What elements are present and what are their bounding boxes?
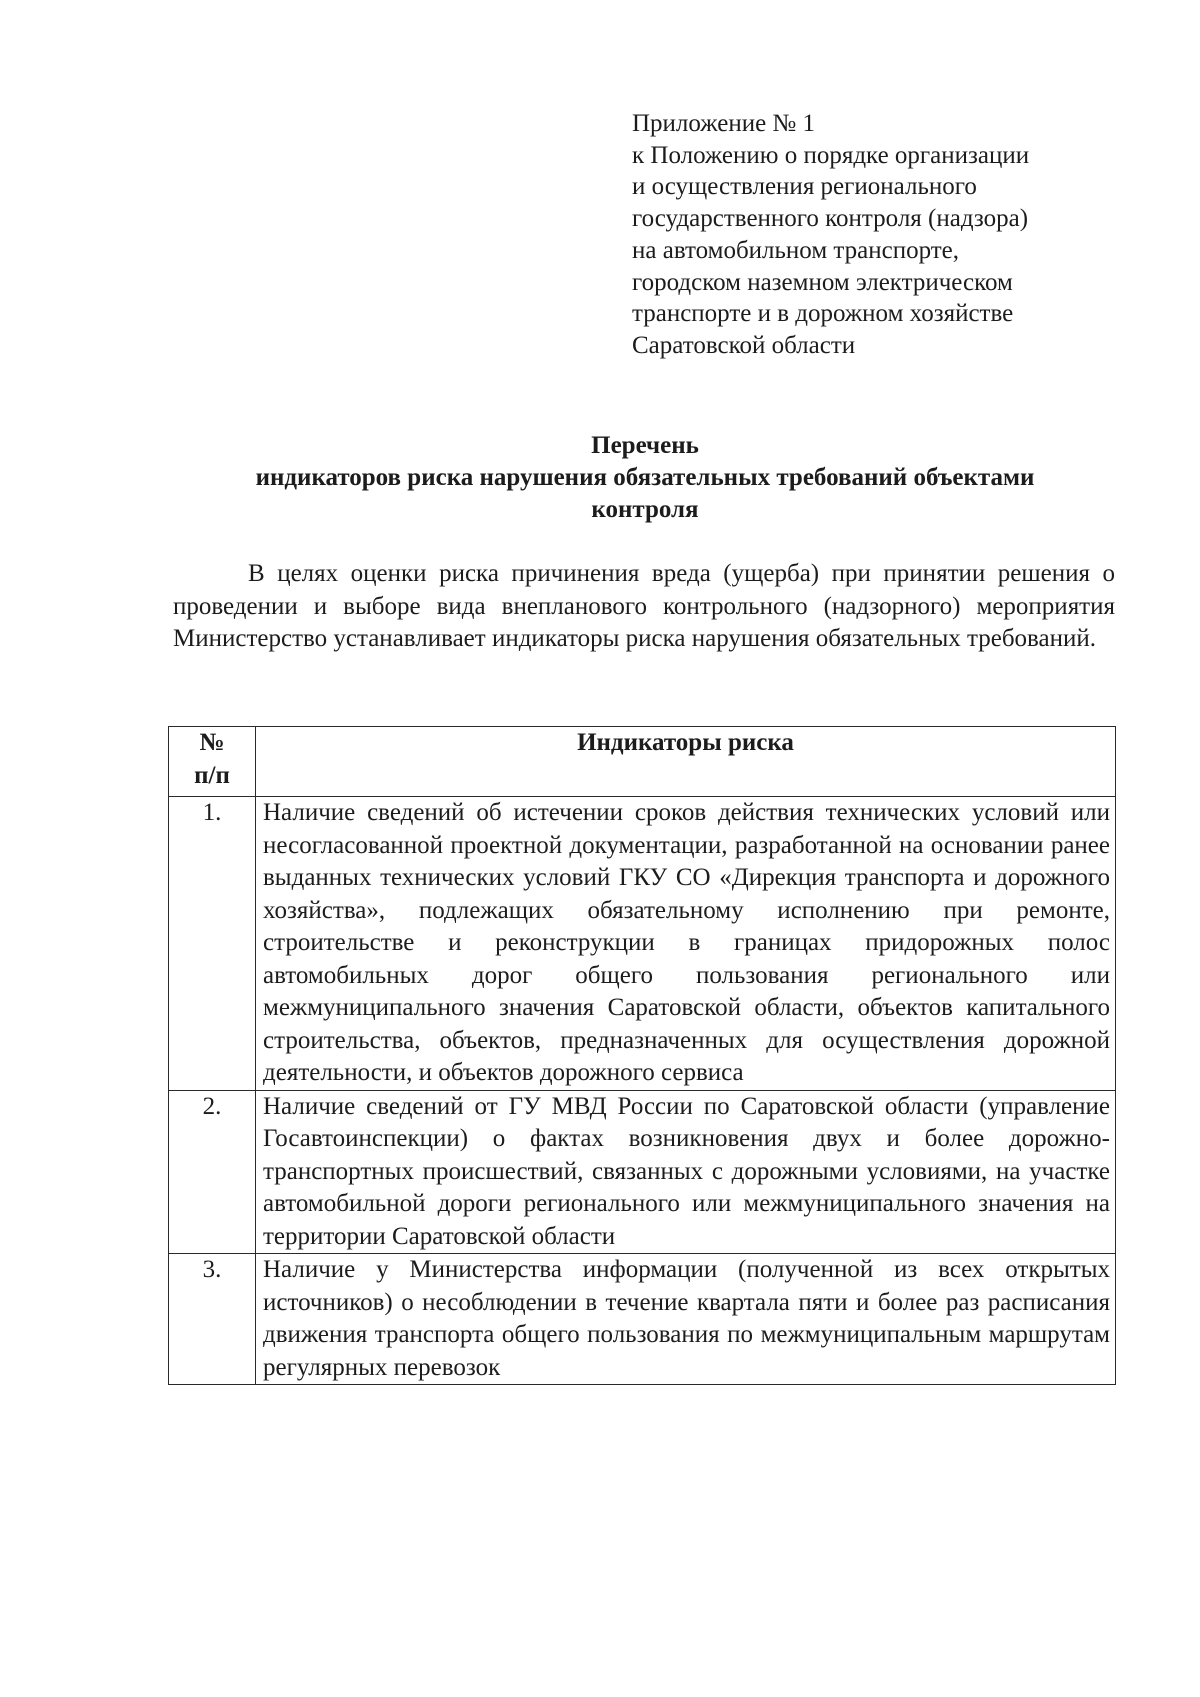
appendix-line: городском наземном электрическом	[632, 268, 1013, 296]
row-indicator-text: Наличие сведений от ГУ МВД России по Саратовской области (управление Госавтоинспекции) о фактах возникновения двух и более дорожно-транспортных происшествий, связанных с дорожными условиями, на участке автомобильной дороги регионального или межмуниципального значения на территории Саратовской области	[256, 1090, 1116, 1254]
header-number-symbol: №	[199, 729, 225, 756]
title-line: контроля	[591, 496, 699, 523]
column-header-indicators: Индикаторы риска	[256, 727, 1116, 797]
header-number-abbr: п/п	[194, 761, 230, 789]
row-number: 1.	[169, 797, 256, 1091]
appendix-line: транспорте и в дорожном хозяйстве	[632, 300, 1014, 328]
appendix-line: к Положению о порядке организации	[632, 141, 1030, 169]
row-number: 3.	[169, 1254, 256, 1385]
appendix-line: государственного контроля (надзора)	[632, 205, 1029, 233]
table-row	[169, 1090, 1116, 1254]
column-header-number	[169, 727, 256, 797]
appendix-header	[632, 108, 1132, 362]
row-indicator-text: Наличие у Министерства информации (полученной из всех открытых источников) о несоблюдении в течение квартала пяти и более раз расписания движения транспорта общего пользования по межмуниципальным маршрутам регулярных перевозок	[256, 1254, 1116, 1385]
document-title	[170, 430, 1120, 526]
risk-indicators-table	[168, 726, 1116, 1385]
appendix-line: Саратовской области	[632, 331, 856, 359]
table-header-row	[169, 727, 1116, 797]
appendix-line: Приложение № 1	[632, 110, 816, 137]
table-row	[169, 797, 1116, 1091]
title-line: Перечень	[591, 432, 699, 459]
title-line: индикаторов риска нарушения обязательных требований объектами	[255, 464, 1035, 491]
row-indicator-text: Наличие сведений об истечении сроков действия технических условий или несогласованной проектной документации, разработанной на основании ранее выданных технических условий ГКУ СО «Дирекция транспорта и дорожного хозяйства», подлежащих обязательному исполнению при ремонте, строительстве и реконструкции в границах придорожных полос автомобильных дорог общего пользования регионального или межмуниципального значения Саратовской области, объектов капитального строительства, объектов, предназначенных для осуществления дорожной деятельности, и объектов дорожного сервиса	[256, 797, 1116, 1091]
table-row	[169, 1254, 1116, 1385]
appendix-line: на автомобильном транспорте,	[632, 236, 960, 264]
appendix-line: и осуществления регионального	[632, 173, 977, 201]
row-number: 2.	[169, 1090, 256, 1254]
intro-paragraph: В целях оценки риска причинения вреда (ущерба) при принятии решения о проведении и выборе вида внепланового контрольного (надзорного) мероприятия Министерство устанавливает индикаторы риска нарушения обязательных требований.	[173, 560, 1115, 652]
